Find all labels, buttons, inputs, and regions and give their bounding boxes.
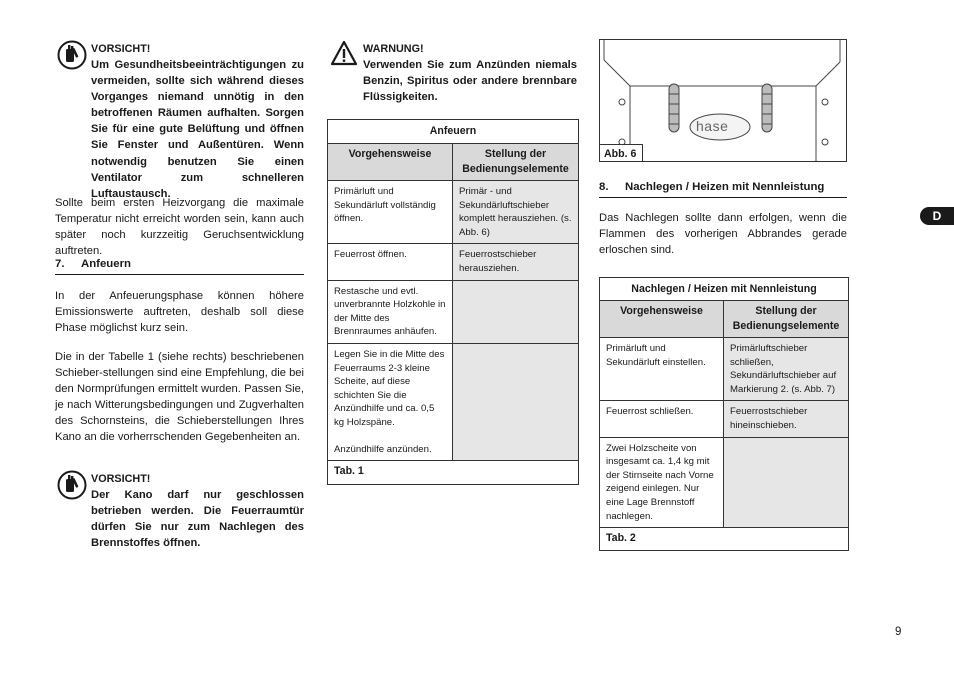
column-header: Stellung der Bedienungselemente bbox=[453, 144, 579, 181]
paragraph: Sollte beim ersten Heizvorgang die maximale Temperatur nicht erreicht worden sein, kann auch später noch kurzzeitig Geruchsentwicklung auftreten. bbox=[55, 197, 304, 258]
paragraph: Das Nachlegen sollte dann erfolgen, wenn die Flammen des vorherigen Abbrandes gerade erloschen sind. bbox=[599, 212, 847, 257]
section-number: 7. bbox=[55, 258, 65, 270]
column-header: Stellung der Bedienungselemente bbox=[724, 301, 849, 338]
warning-title: WARNUNG! bbox=[363, 43, 424, 55]
table-caption: Anfeuern bbox=[328, 120, 579, 144]
section-title: Anfeuern bbox=[81, 258, 131, 270]
table-row bbox=[328, 181, 579, 244]
table-row bbox=[328, 244, 579, 280]
table-row bbox=[600, 437, 849, 528]
table-cell: Primärluft und Sekundärluft vollständig öffnen. bbox=[328, 181, 453, 244]
caution-title: VORSICHT! bbox=[91, 43, 151, 55]
figure-label: Abb. 6 bbox=[599, 144, 643, 162]
table-caption: Nachlegen / Heizen mit Nennleistung bbox=[600, 278, 849, 301]
page-number: 9 bbox=[895, 626, 902, 638]
caution-text: Um Gesundheitsbeeinträchtigungen zu vermeiden, sollte sich während dieses Vorganges niemand unnötig in den betroffenen Räumen aufhalten. Sorgen Sie für eine gute Belüftung und öffnen Sie Fenster und Außentüren. Wenn notwendig benutzen Sie einen Ventilator zum schnelleren Luftaustausch. bbox=[91, 59, 304, 200]
warning-triangle-icon bbox=[330, 40, 358, 66]
table-cell: Feuerrostschieber herausziehen. bbox=[453, 244, 579, 280]
table-cell bbox=[453, 343, 579, 460]
section-title: Nachlegen / Heizen mit Nennleistung bbox=[625, 181, 825, 193]
table-cell bbox=[453, 280, 579, 343]
section-heading bbox=[599, 179, 847, 198]
table-row bbox=[328, 280, 579, 343]
table-row bbox=[600, 401, 849, 437]
column-header: Vorgehensweise bbox=[328, 144, 453, 181]
section-number: 8. bbox=[599, 181, 609, 193]
column-header: Vorgehensweise bbox=[600, 301, 724, 338]
stove-top-drawing bbox=[600, 40, 846, 161]
table-cell: Feuerrost schließen. bbox=[600, 401, 724, 437]
warning-text: Verwenden Sie zum Anzünden niemals Benzin, Spiritus oder andere brennbare Flüssigkeiten. bbox=[363, 59, 577, 104]
table-footer: Tab. 1 bbox=[328, 461, 579, 485]
figure-abb6 bbox=[599, 39, 847, 162]
table-row bbox=[328, 343, 579, 460]
table-row bbox=[600, 338, 849, 401]
brand-logo: hase bbox=[696, 118, 729, 134]
language-badge: D bbox=[920, 207, 954, 225]
caution-icon bbox=[57, 470, 87, 500]
table-cell: Restasche und evtl. unverbrannte Holzkohle in der Mitte des Brennraumes anhäufen. bbox=[328, 280, 453, 343]
table-cell: Primärluft und Sekundärluft einstellen. bbox=[600, 338, 724, 401]
table-cell: Primärluftschieber schließen, Sekundärluftschieber auf Markierung 2. (s. Abb. 7) bbox=[724, 338, 849, 401]
caution-text: Der Kano darf nur geschlossen betrieben werden. Die Feuerraumtür dürfen Sie nur zum Nachlegen des Brennstoffes öffnen. bbox=[91, 489, 304, 550]
section-heading bbox=[55, 256, 304, 275]
table-cell: Feuerrost öffnen. bbox=[328, 244, 453, 280]
caution-title: VORSICHT! bbox=[91, 473, 151, 485]
paragraph: Die in der Tabelle 1 (siehe rechts) beschriebenen Schieber-stellungen sind eine Empfehlung, die bei den Normprüfungen ermittelt wurden. Passen Sie, je nach Witterungsbedingungen und Zugverhalten des Schornsteins, die Schieberstellungen Ihres Kano an die vorherrschenden Gegebenheiten an. bbox=[55, 351, 304, 444]
table-cell bbox=[724, 437, 849, 528]
caution-icon bbox=[57, 40, 87, 70]
table-anfeuern bbox=[327, 119, 579, 485]
table-nachlegen bbox=[599, 277, 849, 551]
cell-text: Legen Sie in die Mitte des Feuerraums 2-3 kleine Scheite, auf diese schichten Sie die Anzündhilfe und ca. 0,5 kg Holzspäne. bbox=[334, 348, 445, 428]
paragraph: In der Anfeuerungsphase können höhere Emissionswerte auftreten, deshalb soll diese Phase möglichst kurz sein. bbox=[55, 290, 304, 335]
table-footer: Tab. 2 bbox=[600, 528, 849, 551]
cell-text: Anzündhilfe anzünden. bbox=[334, 443, 432, 455]
table-cell: Zwei Holzscheite von insgesamt ca. 1,4 kg mit der Stirnseite nach Vorne zeigend einlegen. Nur eine Lage Brennstoff nachlegen. bbox=[600, 437, 724, 528]
table-cell bbox=[328, 343, 453, 460]
table-cell: Primär - und Sekundärluftschieber komplett herausziehen. (s. Abb. 6) bbox=[453, 181, 579, 244]
table-cell: Feuerrostschieber hineinschieben. bbox=[724, 401, 849, 437]
